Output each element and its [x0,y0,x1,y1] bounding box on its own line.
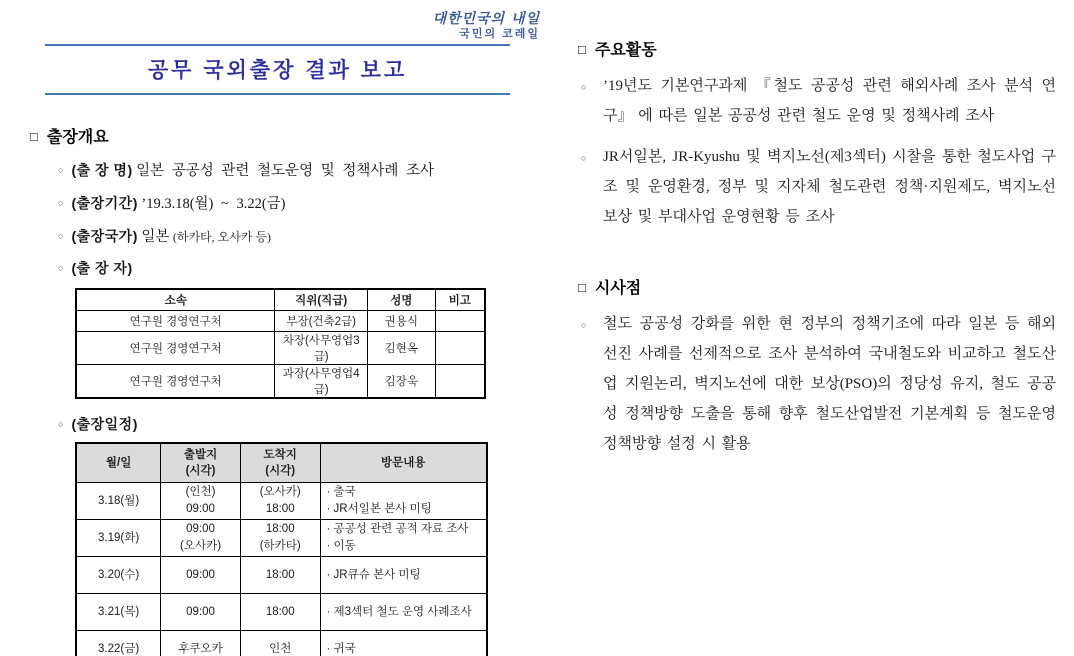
col-header-date: 월/일 [76,443,161,483]
cell-line: · 귀국 [326,642,356,655]
cell-line: (오사카) [259,486,301,499]
schedule-row [76,557,487,594]
cell-departure [161,483,241,520]
activities-item [578,71,1056,131]
activities-item-text: ’19년도 기본연구과제 『철도 공공성 관련 해외사례 조사 분석 연구』 에 따른 일본 공공성 관련 철도 운영 및 정책사례 조사 [603,78,1056,124]
circle-bullet-icon: ○ [581,320,587,330]
implications-heading [578,275,1056,298]
activities-heading-label: 주요활동 [594,42,657,59]
cell-line: 18:00 [265,503,295,516]
activities-heading [578,37,1056,60]
schedule-label [58,414,542,434]
cell-line: 후쿠오카 [178,642,223,655]
cell-position: 부장(건축2급) [275,311,368,332]
schedule-row [76,520,487,557]
cell-visit-content [320,631,487,656]
overview-item-value: ’19.3.18(월) ~ 3.22(금) [141,195,286,212]
activities-item [578,142,1056,232]
table-row [76,332,485,365]
circle-bullet-icon: ○ [58,164,64,175]
overview-item-trip-name [58,159,542,180]
cell-remarks [435,332,485,365]
cell-date: 3.22(금) [76,631,161,656]
square-bullet-icon: □ [30,128,38,144]
cell-name: 김장욱 [367,365,435,399]
circle-bullet-icon: ○ [58,262,64,273]
korail-logo [30,11,542,41]
table-row [76,311,485,332]
cell-line: · 출국 [326,486,356,499]
cell-departure [161,557,241,594]
schedule-row [76,594,487,631]
left-column [30,0,542,656]
cell-affiliation: 연구원 경영연구처 [76,332,275,365]
cell-arrival [240,483,320,520]
square-bullet-icon: □ [578,280,586,295]
cell-line: · 공공성 관련 공적 자료 조사 [326,523,469,536]
overview-item-value: 일본 공공성 관련 철도운영 및 정책사례 조사 [136,162,434,179]
overview-item-label: (출 장 자) [71,259,133,276]
header-line: (시각) [265,465,296,478]
col-header-arrival [240,443,320,483]
cell-date: 3.21(목) [76,594,161,631]
cell-line: 18:00 [265,523,295,536]
cell-date: 3.20(수) [76,557,161,594]
cell-line: (오사카) [180,540,222,553]
schedule-header-row [76,443,487,483]
cell-date: 3.18(월) [76,483,161,520]
cell-position: 차장(사무영업3급) [275,332,368,365]
title-box [45,44,510,95]
cell-visit-content [320,483,487,520]
header-line: (시각) [185,465,216,478]
cell-arrival [240,631,320,656]
circle-bullet-icon: ○ [58,197,64,208]
overview-item-label: (출장기간) [71,194,138,211]
schedule-row [76,631,487,656]
overview-item-label: (출장국가) [71,227,138,244]
overview-heading [30,124,542,147]
circle-bullet-icon: ○ [581,82,587,92]
cell-line: (인천) [185,486,216,499]
implications-heading-label: 시사점 [594,280,642,297]
cell-position: 과장(사무영업4급) [275,365,368,399]
overview-item-travelers [58,258,542,278]
header-line: 도착지 [263,449,297,462]
square-bullet-icon: □ [578,42,586,57]
cell-remarks [435,311,485,332]
schedule-label-text: (출장일정) [71,416,138,433]
cell-departure [161,631,241,656]
cell-affiliation: 연구원 경영연구처 [76,311,275,332]
col-header-remarks: 비고 [435,289,485,311]
overview-item-trip-country [58,225,542,246]
cell-visit-content [320,520,487,557]
cell-departure [161,520,241,557]
circle-bullet-icon: ○ [58,419,64,430]
cell-affiliation: 연구원 경영연구처 [76,365,275,399]
cell-line: 09:00 [186,523,215,536]
travelers-table [75,288,486,400]
header-line: 출발지 [183,449,218,462]
implications-item [578,309,1056,459]
cell-arrival [240,557,320,594]
logo-brand: 국민의 코레일 [459,27,540,40]
schedule-row [76,483,487,520]
cell-line: · JR서일본 본사 미팅 [326,503,432,516]
cell-visit-content [320,594,487,631]
col-header-affiliation: 소속 [76,289,275,311]
implications-item-text: 철도 공공성 강화를 위한 현 정부의 정책기조에 따라 일본 등 해외 선진 사례를 선제적으로 조사 분석하여 국내철도와 비교하고 철도산업 지원논리, 벽지노선에 대한 보상(PSO)의 정당성 유지, 철도 공공성 정책방향 도출을 통해 향후 철도산업발전 기본계획 등 철도운영 정책방향 설정 시 활용 [603,316,1056,452]
cell-line: 18:00 [265,568,295,581]
table-row [76,365,485,399]
cell-arrival [240,520,320,557]
schedule-table [75,442,488,656]
cell-line: · JR큐슈 본사 미팅 [326,568,421,581]
col-header-visit-content: 방문내용 [320,443,487,483]
cell-visit-content [320,557,487,594]
circle-bullet-icon: ○ [58,230,64,241]
overview-item-value: 일본 [141,228,170,245]
circle-bullet-icon: ○ [581,153,587,163]
cell-remarks [435,365,485,399]
cell-line: 09:00 [186,605,215,618]
right-column [578,37,1056,459]
overview-heading-label: 출장개요 [46,128,109,146]
cell-line: · 제3섹터 철도 운영 사례조사 [326,605,472,618]
logo-slogan: 대한민국의 내일 [432,11,540,27]
cell-arrival [240,594,320,631]
page-title: 공무 국외출장 결과 보고 [147,58,408,82]
cell-name: 김현옥 [367,332,435,365]
cell-name: 권용식 [367,311,435,332]
cell-line: (하카타) [259,540,301,553]
overview-item-note: (하카타, 오사카 등) [172,229,272,244]
cell-line: 인천 [269,642,292,655]
overview-item-trip-period [58,192,542,213]
activities-item-text: JR서일본, JR-Kyushu 및 벽지노선(제3섹터) 시찰을 통한 철도사업 구조 및 운영환경, 정부 및 지자체 철도관련 정책·지원제도, 벽지노선 보상 및 부대사업 운영현황 등 조사 [603,149,1056,225]
cell-date: 3.19(화) [76,520,161,557]
cell-line: 09:00 [186,503,215,516]
cell-line: 18:00 [265,605,295,618]
overview-item-label: (출 장 명) [71,161,133,178]
cell-departure [161,594,241,631]
col-header-departure [161,443,241,483]
col-header-position: 직위(직급) [275,289,368,311]
col-header-name: 성명 [367,289,435,311]
cell-line: 09:00 [186,568,215,581]
cell-line: · 이동 [326,540,356,553]
travelers-header-row [76,289,485,311]
